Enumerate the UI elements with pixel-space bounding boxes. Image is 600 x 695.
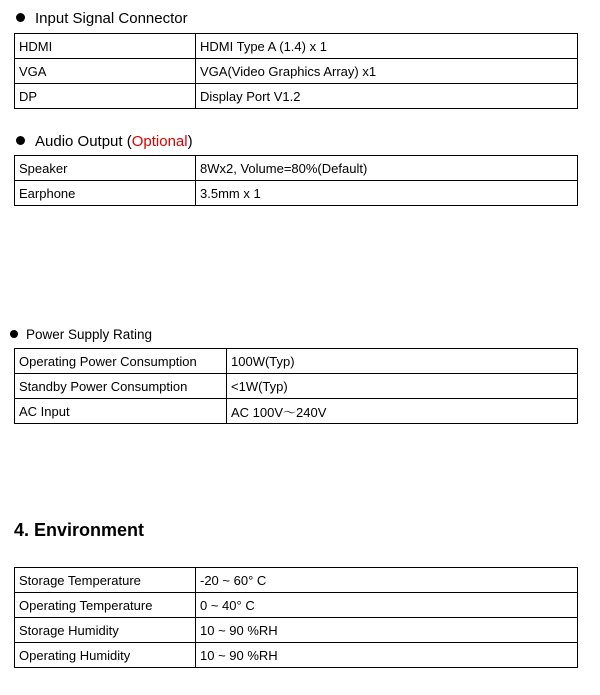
table-row <box>15 618 578 643</box>
input-signal-title-text: Input Signal Connector <box>35 10 188 27</box>
table-row <box>15 84 578 109</box>
table-row <box>15 374 578 399</box>
input-signal-table <box>14 33 578 109</box>
row-value: AC 100V～240V <box>227 399 578 424</box>
row-value: 3.5mm x 1 <box>196 181 578 206</box>
row-label: Storage Temperature <box>15 568 196 593</box>
row-label: Storage Humidity <box>15 618 196 643</box>
bullet-icon <box>10 330 18 338</box>
row-value: 10 ~ 90 %RH <box>196 618 578 643</box>
row-value: 100W(Typ) <box>227 349 578 374</box>
table-row <box>15 59 578 84</box>
audio-output-title-text: Audio Output <box>35 133 123 150</box>
row-label: VGA <box>15 59 196 84</box>
row-value: 8Wx2, Volume=80%(Default) <box>196 156 578 181</box>
row-value: -20 ~ 60° C <box>196 568 578 593</box>
environment-heading: 4. Environment <box>14 520 145 540</box>
table-row <box>15 181 578 206</box>
row-value: Display Port V1.2 <box>196 84 578 109</box>
row-value: VGA(Video Graphics Array) x1 <box>196 59 578 84</box>
row-value: 0 ~ 40° C <box>196 593 578 618</box>
audio-output-title <box>16 133 193 150</box>
table-row <box>15 399 578 424</box>
row-label: Operating Temperature <box>15 593 196 618</box>
row-label: HDMI <box>15 34 196 59</box>
table-row <box>15 349 578 374</box>
row-value: <1W(Typ) <box>227 374 578 399</box>
table-row <box>15 643 578 668</box>
input-signal-title <box>16 10 188 27</box>
environment-table <box>14 567 578 668</box>
power-supply-title <box>10 327 152 342</box>
power-supply-table <box>14 348 578 424</box>
audio-output-table <box>14 155 578 206</box>
row-value: HDMI Type A (1.4) x 1 <box>196 34 578 59</box>
table-row <box>15 593 578 618</box>
paren-open: ( <box>126 133 132 150</box>
table-row <box>15 156 578 181</box>
paren-close: ) <box>187 133 193 150</box>
row-value: 10 ~ 90 %RH <box>196 643 578 668</box>
row-label: DP <box>15 84 196 109</box>
table-row <box>15 34 578 59</box>
row-label: Operating Humidity <box>15 643 196 668</box>
power-supply-title-text: Power Supply Rating <box>26 327 153 342</box>
optional-label: Optional <box>131 133 188 150</box>
row-label: AC Input <box>15 399 227 424</box>
table-row <box>15 568 578 593</box>
bullet-icon <box>16 136 25 145</box>
bullet-icon <box>16 13 25 22</box>
row-label: Standby Power Consumption <box>15 374 227 399</box>
row-label: Operating Power Consumption <box>15 349 227 374</box>
row-label: Speaker <box>15 156 196 181</box>
row-label: Earphone <box>15 181 196 206</box>
